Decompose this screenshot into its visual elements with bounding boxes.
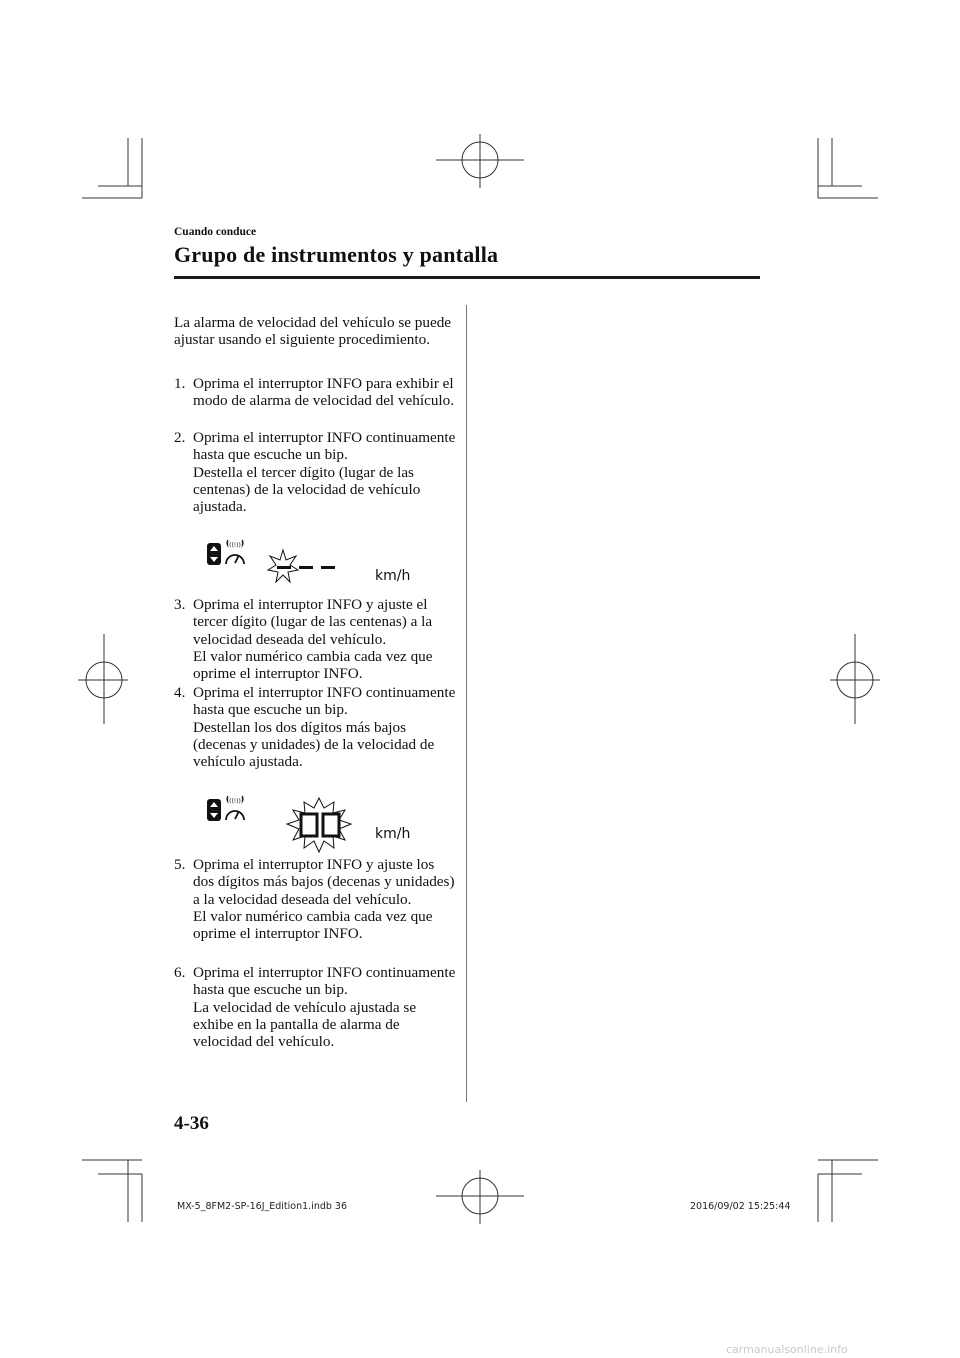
step-number: 4. bbox=[174, 684, 186, 701]
step-text: Oprima el interruptor INFO para exhibir el modo de alarma de velocidad del vehículo. bbox=[193, 375, 455, 410]
title-rule bbox=[174, 276, 760, 279]
unit-label: km/h bbox=[375, 826, 411, 842]
step-6 bbox=[174, 964, 459, 1050]
footer-file-name: MX-5_8FM2-SP-16J_Edition1.indb 36 bbox=[177, 1201, 348, 1212]
step-note: El valor numérico cambia cada vez que oprime el interruptor INFO. bbox=[193, 907, 433, 943]
speed-alarm-icon bbox=[205, 794, 265, 828]
footer-timestamp: 2016/09/02 15:25:44 bbox=[690, 1201, 791, 1212]
watermark: carmanualsonline.info bbox=[726, 1343, 848, 1356]
step-text: Oprima el interruptor INFO continuamente hasta que escuche un bip. bbox=[193, 429, 456, 464]
step-number: 5. bbox=[174, 856, 186, 873]
flashing-digits-icon bbox=[279, 796, 359, 856]
step-note: Destellan los dos dígitos más bajos (decenas y unidades) de la velocidad de vehículo ajustada. bbox=[193, 718, 435, 771]
step-2 bbox=[174, 429, 459, 515]
step-note: La velocidad de vehículo ajustada se exhibe en la pantalla de alarma de velocidad del vehículo. bbox=[193, 998, 417, 1051]
intro-paragraph: La alarma de velocidad del vehículo se puede ajustar usando el siguiente procedimiento. bbox=[174, 314, 452, 349]
speed-alarm-display-figure-lower-digits bbox=[205, 794, 425, 854]
step-3 bbox=[174, 596, 459, 682]
step-note: El valor numérico cambia cada vez que oprime el interruptor INFO. bbox=[193, 647, 433, 683]
step-text: Oprima el interruptor INFO continuamente hasta que escuche un bip. bbox=[193, 964, 456, 999]
speed-alarm-icon bbox=[205, 538, 265, 572]
unit-label: km/h bbox=[375, 568, 411, 584]
step-1 bbox=[174, 375, 459, 410]
step-number: 1. bbox=[174, 375, 186, 392]
step-number: 2. bbox=[174, 429, 186, 446]
svg-text:(((!))): (((!))) bbox=[226, 542, 244, 549]
step-note: Destella el tercer dígito (lugar de las centenas) de la velocidad de vehículo ajustada. bbox=[193, 463, 421, 516]
step-4 bbox=[174, 684, 459, 770]
step-text: Oprima el interruptor INFO y ajuste los dos dígitos más bajos (decenas y unidades) a la velocidad deseada del vehículo. bbox=[193, 856, 455, 908]
column-divider bbox=[466, 305, 467, 1102]
speed-alarm-display-figure-hundreds bbox=[205, 538, 425, 588]
step-text: Oprima el interruptor INFO y ajuste el tercer dígito (lugar de las centenas) a la velocidad deseada del vehículo. bbox=[193, 596, 433, 648]
page-number: 4-36 bbox=[174, 1113, 209, 1134]
page-title: Grupo de instrumentos y pantalla bbox=[174, 242, 499, 267]
step-number: 6. bbox=[174, 964, 186, 981]
svg-text:(((!))): (((!))) bbox=[226, 798, 244, 805]
section-label: Cuando conduce bbox=[174, 226, 257, 238]
step-text: Oprima el interruptor INFO continuamente hasta que escuche un bip. bbox=[193, 684, 456, 719]
step-5 bbox=[174, 856, 459, 942]
flashing-digit-icon bbox=[263, 544, 343, 594]
step-number: 3. bbox=[174, 596, 186, 613]
